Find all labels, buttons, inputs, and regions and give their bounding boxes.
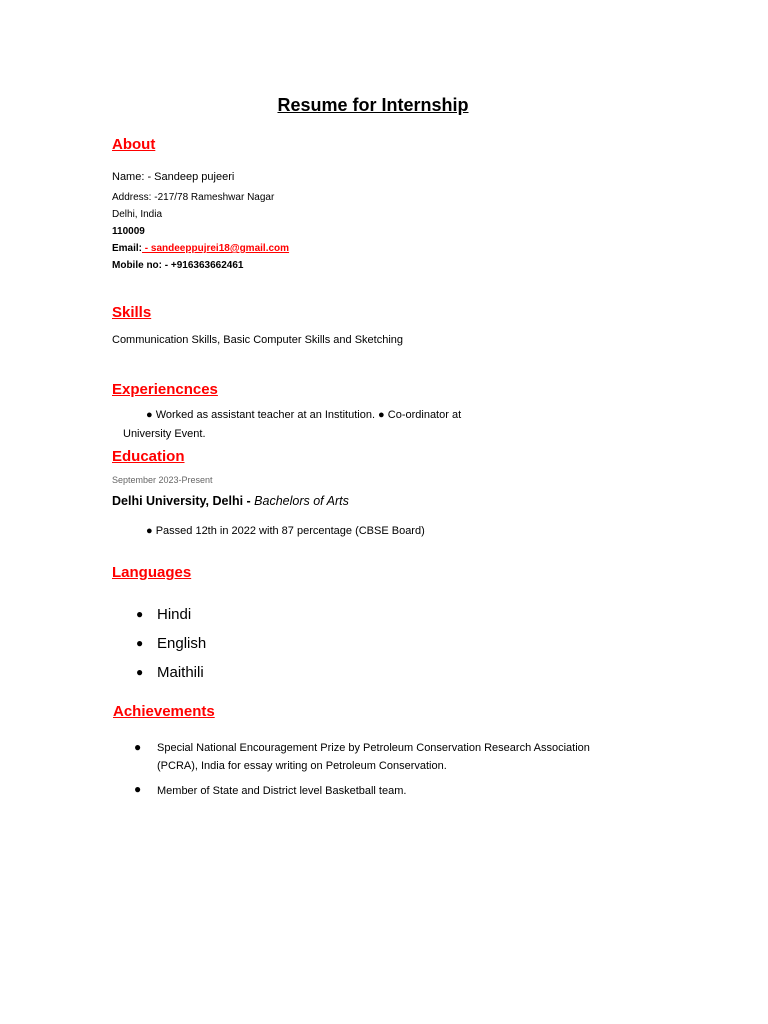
education-institution-line	[112, 494, 349, 508]
bullet-icon: ●	[136, 665, 144, 679]
language-label: Hindi	[157, 606, 192, 623]
pincode: 110009	[112, 226, 145, 237]
name-line: Name: - Sandeep pujeeri	[112, 171, 235, 183]
achievement-2: Member of State and District level Basketball team.	[157, 785, 407, 797]
skills-text: Communication Skills, Basic Computer Skills and Sketching	[112, 334, 404, 346]
language-item-hindi	[136, 606, 191, 623]
experience-line-1: ● Worked as assistant teacher at an Institution. ● Co-ordinator at	[146, 409, 462, 421]
education-dates: September 2023-Present	[112, 475, 213, 485]
about-heading: About	[112, 136, 156, 153]
skills-heading: Skills	[112, 304, 152, 321]
email-label: Email:	[112, 243, 143, 254]
experience-line-2: University Event.	[123, 428, 206, 440]
address-line-2: Delhi, India	[112, 209, 163, 220]
address-line-1: Address: -217/78 Rameshwar Nagar	[112, 192, 275, 203]
bullet-icon: ●	[134, 782, 142, 796]
achievement-1-line-1: Special National Encouragement Prize by Petroleum Conservation Research Association	[157, 742, 590, 754]
achievements-heading: Achievements	[113, 703, 215, 720]
education-degree: Bachelors of Arts	[250, 494, 349, 508]
education-heading: Education	[112, 448, 185, 465]
education-note: ● Passed 12th in 2022 with 87 percentage (CBSE Board)	[146, 525, 425, 537]
achievement-1-line-2: (PCRA), India for essay writing on Petroleum Conservation.	[157, 760, 447, 772]
mobile-line: Mobile no: - +916363662461	[112, 260, 244, 271]
language-item-maithili	[136, 664, 204, 681]
bullet-icon: ●	[134, 740, 142, 754]
language-item-english	[136, 635, 206, 652]
email-line	[112, 243, 289, 254]
email-link[interactable]: - sandeeppujrei18@gmail.com	[142, 243, 290, 254]
languages-heading: Languages	[112, 564, 192, 581]
bullet-icon: ●	[136, 607, 144, 621]
language-label: Maithili	[157, 664, 204, 681]
education-institution: Delhi University, Delhi -	[112, 494, 251, 508]
language-label: English	[157, 635, 207, 652]
bullet-icon: ●	[136, 636, 144, 650]
page-title: Resume for Internship	[277, 95, 469, 115]
experiences-heading: Experiencnces	[112, 381, 218, 398]
